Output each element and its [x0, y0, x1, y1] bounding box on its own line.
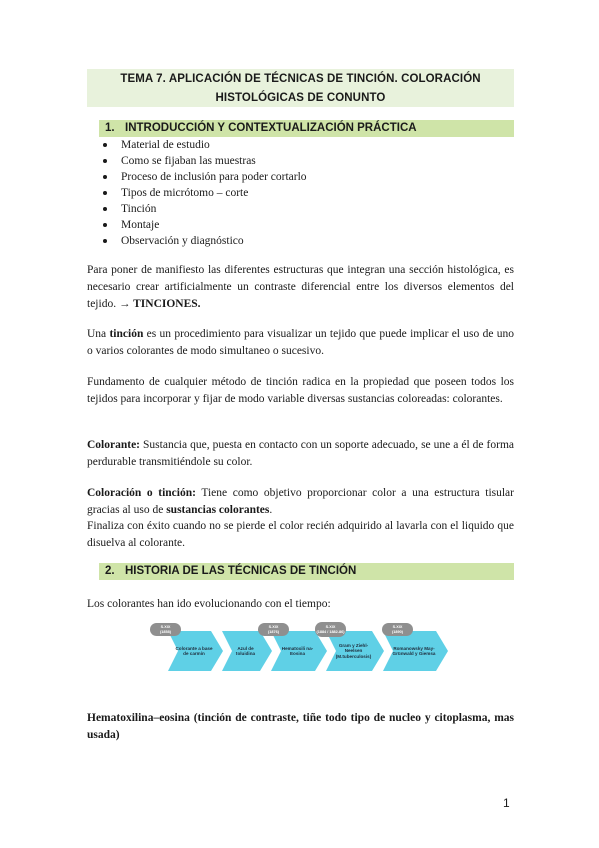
bullet-item: Proceso de inclusión para poder cortarlo	[103, 169, 307, 185]
section-2-title: HISTORIA DE LAS TÉCNICAS DE TINCIÓN	[125, 565, 357, 577]
timeline-arrow-4	[326, 631, 384, 671]
bullet-item: Como se fijaban las muestras	[103, 153, 307, 169]
timeline-date-bubble-1: S.XIX (1858)	[150, 623, 181, 636]
timeline-step-3-label: Hematoxili na-Eosina	[281, 645, 314, 656]
tinciones-arrow-label: → TINCIONES.	[118, 298, 201, 310]
timeline-date-bubble-5: S.XIX (1890)	[382, 623, 413, 636]
bullet-dot-icon	[103, 159, 107, 163]
timeline-diagram	[148, 621, 458, 683]
bullet-dot-icon	[103, 143, 107, 147]
timeline-arrow-1	[168, 631, 223, 671]
bullet-dot-icon	[103, 175, 107, 179]
timeline-date-bubble-3: S.XIX (1876)	[258, 623, 289, 636]
timeline-arrow-3	[271, 631, 327, 671]
page-number: 1	[503, 796, 510, 810]
section-1-heading	[99, 120, 514, 137]
section-1-bullet-list	[103, 137, 307, 249]
bullet-item: Observación y diagnóstico	[103, 233, 307, 249]
timeline-step-1-label: Colorante a base de carmín	[175, 645, 213, 656]
section-2-heading	[99, 563, 514, 580]
bullet-dot-icon	[103, 191, 107, 195]
bullet-item: Montaje	[103, 217, 307, 233]
timeline-arrow-2	[222, 631, 272, 671]
document-title-box	[87, 69, 514, 107]
timeline-step-4-label: Gram y Ziehl-Neelsen (M.tuberculosis)	[335, 642, 372, 659]
timeline-step-2-label: Azul de toluidina	[235, 645, 256, 656]
timeline-date-bubble-4: S.XIX (1884 / 1882-86)	[315, 622, 346, 637]
document-title-line-2: HISTOLÓGICAS DE CONUNTO	[215, 92, 386, 104]
closing-bold-note: Hematoxilina–eosina (tinción de contraste, tiñe todo tipo de nucleo y citoplasma, mas usada)	[87, 712, 514, 741]
paragraph-fundamento: Fundamento de cualquier método de tinción radica en la propiedad que poseen todos los tejidos para incorporar y fijar de modo variable diversas sustancias coloreadas: colorantes.	[87, 376, 514, 405]
paragraph-definicion-tincion: Una tinción es un procedimiento para visualizar un tejido que puede implicar el uso de uno o varios colorantes de modo simultaneo o sucesivo.	[87, 328, 514, 357]
section-1-number: 1.	[105, 122, 115, 134]
bullet-item: Tinción	[103, 201, 307, 217]
bullet-dot-icon	[103, 239, 107, 243]
document-title-line-1: TEMA 7. APLICACIÓN DE TÉCNICAS DE TINCIÓN. COLORACIÓN	[120, 73, 481, 85]
paragraph-contraste: Para poner de manifiesto las diferentes estructuras que integran una sección histológica, es necesario crear artificialmente un contraste diferencial entre los diversos elementos del tejido. → TINCIONES.	[87, 264, 514, 310]
bullet-dot-icon	[103, 207, 107, 211]
paragraph-coloracion: Coloración o tinción: Tiene como objetivo proporcionar color a una estructura tisular gracias al uso de sustancias colorantes.	[87, 487, 514, 516]
bullet-item: Tipos de micrótomo – corte	[103, 185, 307, 201]
section-2-intro: Los colorantes han ido evolucionando con el tiempo:	[87, 598, 331, 610]
bullet-dot-icon	[103, 223, 107, 227]
section-2-number: 2.	[105, 565, 115, 577]
section-1-title: INTRODUCCIÓN Y CONTEXTUALIZACIÓN PRÁCTICA	[125, 122, 417, 134]
timeline-step-5-label: Romanowsky May-Grünwald y Giemsa	[392, 645, 436, 656]
paragraph-finaliza: Finaliza con éxito cuando no se pierde el color recién adquirido al lavarla con el liquido que disuelva al colorante.	[87, 520, 514, 549]
bullet-item: Material de estudio	[103, 137, 307, 153]
paragraph-colorante: Colorante: Sustancia que, puesta en contacto con un soporte adecuado, se une a él de forma perdurable transmitiéndole su color.	[87, 439, 514, 468]
timeline-arrow-5	[383, 631, 448, 671]
